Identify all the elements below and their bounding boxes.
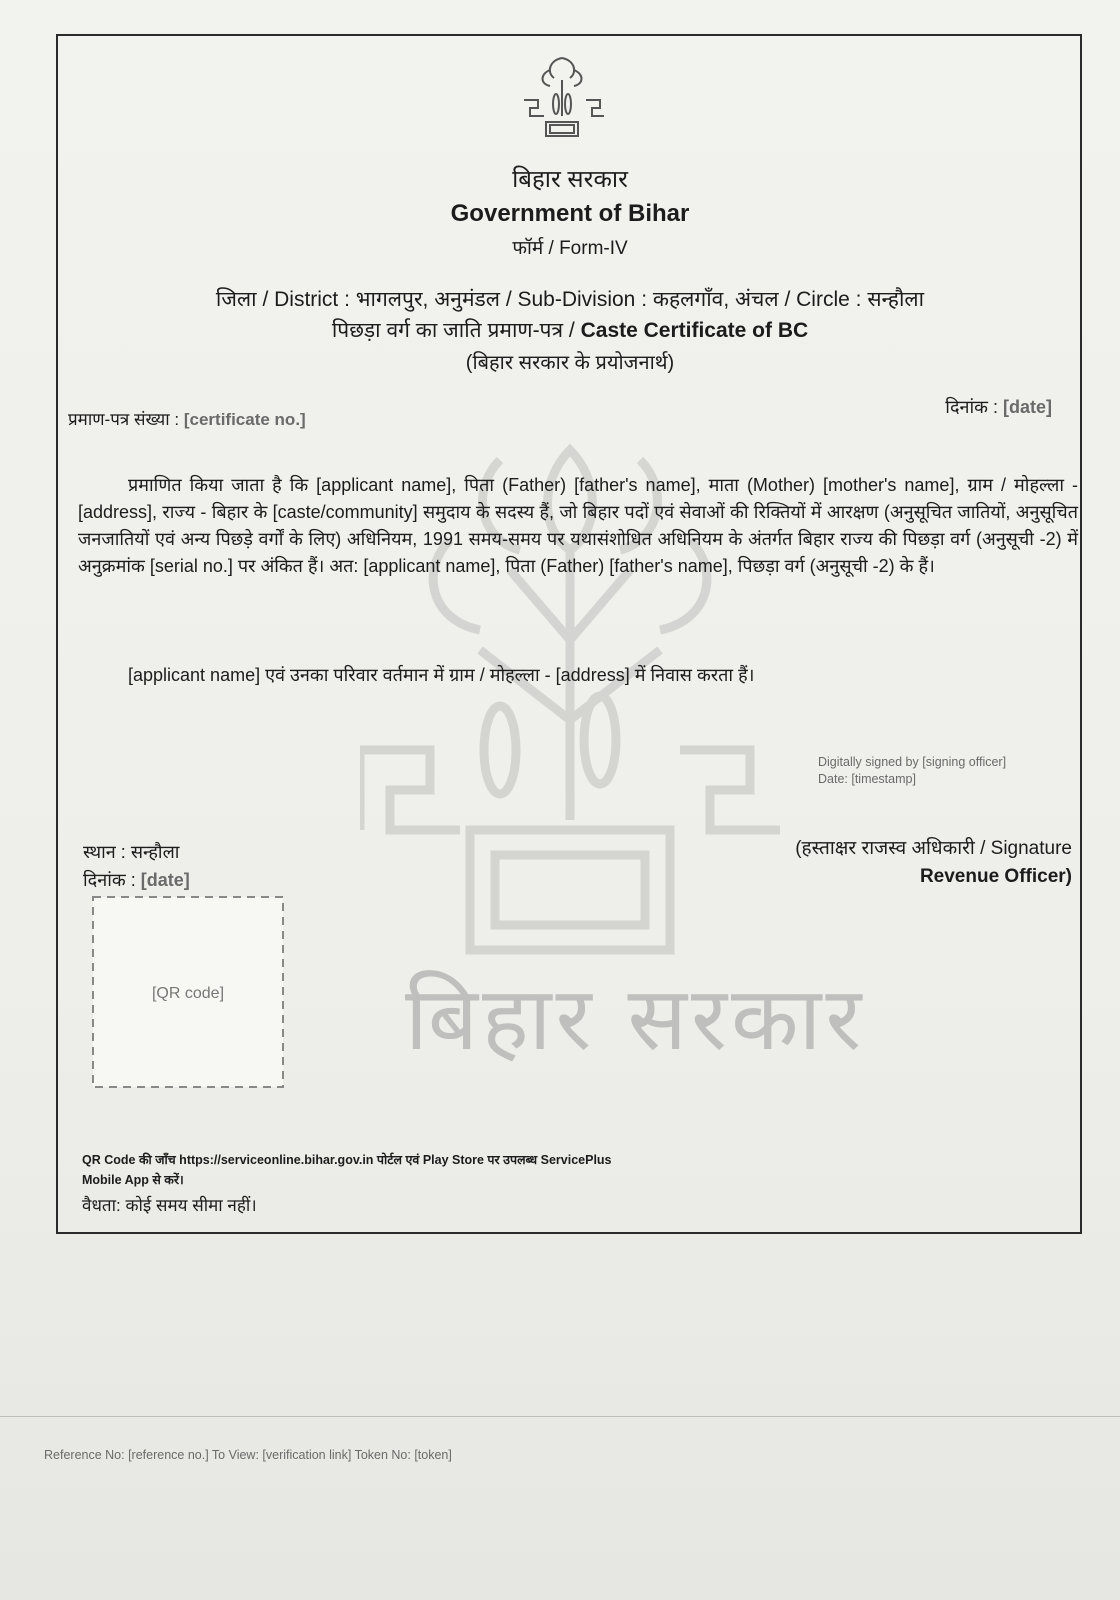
signature-caption-hindi: (हस्ताक्षर राजस्व अधिकारी / Signature: [795, 838, 1072, 859]
govt-title-hindi: बिहार सरकार: [512, 166, 628, 193]
bihar-emblem-icon: [520, 50, 604, 140]
place-label: स्थान :: [83, 842, 126, 862]
certificate-number-value: [certificate no.]: [183, 410, 306, 429]
place-line: [83, 838, 190, 866]
issue-date-label: दिनांक :: [945, 397, 998, 417]
qr-verification-note: [82, 1150, 782, 1190]
govt-title-english: Government of Bihar: [450, 200, 690, 227]
watermark-text: बिहार सरकार: [405, 967, 866, 1070]
sign-date-line: [83, 866, 190, 894]
footer-divider: [0, 1416, 1120, 1417]
subdivision-value: कहलगाँव,: [652, 288, 730, 311]
subdivision-label: अनुमंडल / Sub-Division :: [434, 288, 648, 311]
place-value: सन्हौला: [130, 842, 180, 862]
residence-paragraph: [applicant name] एवं उनका परिवार वर्तमान में ग्राम / मोहल्ला - [address] में निवास करता हैं।: [128, 665, 755, 685]
qr-note-line-2: Mobile App से करें।: [82, 1173, 184, 1187]
circle-label: अंचल / Circle :: [735, 288, 862, 311]
form-number: फॉर्म / Form-IV: [512, 238, 628, 259]
qr-note-line-1: QR Code की जाँच https://serviceonline.bihar.gov.in पोर्टल एवं Play Store पर उपलब्ध ServicePlus: [82, 1153, 612, 1167]
certification-paragraph: प्रमाणित किया जाता है कि [applicant name], पिता (Father) [father's name], माता (Mother) [mother's name], ग्राम / मोहल्ला - [address], राज्य - बिहार के [caste/community] समुदाय के सदस्य हैं, जो बिहार पदों एवं सेवाओं की रिक्तियों में आरक्षण (अनुसूचित जातियों, अनुसूचित जनजातियों एवं अन्य पिछड़े वर्गों के लिए) अधिनियम, 1991 समय-समय पर यथासंशोधित अधिनियम के अंतर्गत बिहार राज्य की पिछड़ा वर्ग (अनुसूची -2) में अनुक्रमांक [serial no.] पर अंकित हैं। अत: [applicant name], पिता (Father) [father's name], पिछड़ा वर्ग (अनुसूची -2) के हैं।: [78, 475, 1078, 576]
sign-date-label: दिनांक :: [83, 870, 136, 890]
digital-signature-date: Date: [timestamp]: [818, 772, 916, 786]
validity-note: वैधता: कोई समय सीमा नहीं।: [82, 1196, 257, 1215]
certificate-title-hindi: पिछड़ा वर्ग का जाति प्रमाण-पत्र /: [331, 319, 575, 342]
issue-date: [945, 395, 1052, 419]
certificate-number: [68, 407, 306, 430]
signature-caption-english: Revenue Officer): [919, 866, 1072, 887]
sign-date-value: [date]: [140, 870, 190, 890]
certificate-title: [70, 316, 1070, 344]
digital-signature-signer: Digitally signed by [signing officer]: [818, 755, 1007, 769]
district-label: जिला / District :: [215, 288, 350, 311]
district-value: भागलपुर,: [355, 288, 429, 311]
jurisdiction-line: [70, 285, 1070, 313]
certificate-title-english: Caste Certificate of BC: [580, 319, 809, 342]
circle-value: सन्हौला: [867, 288, 925, 311]
signature-caption: [795, 835, 1072, 891]
issue-date-value: [date]: [1003, 397, 1052, 417]
place-date-block: [83, 838, 190, 894]
certificate-number-label: प्रमाण-पत्र संख्या :: [68, 410, 180, 429]
reference-footer: Reference No: [reference no.] To View: [verification link] Token No: [token]: [44, 1448, 452, 1462]
certificate-purpose: (बिहार सरकार के प्रयोजनार्थ): [465, 352, 675, 374]
digital-signature-block: [818, 754, 1058, 788]
qr-placeholder-label: [QR code]: [151, 985, 225, 1002]
qr-code-placeholder: [92, 896, 284, 1088]
